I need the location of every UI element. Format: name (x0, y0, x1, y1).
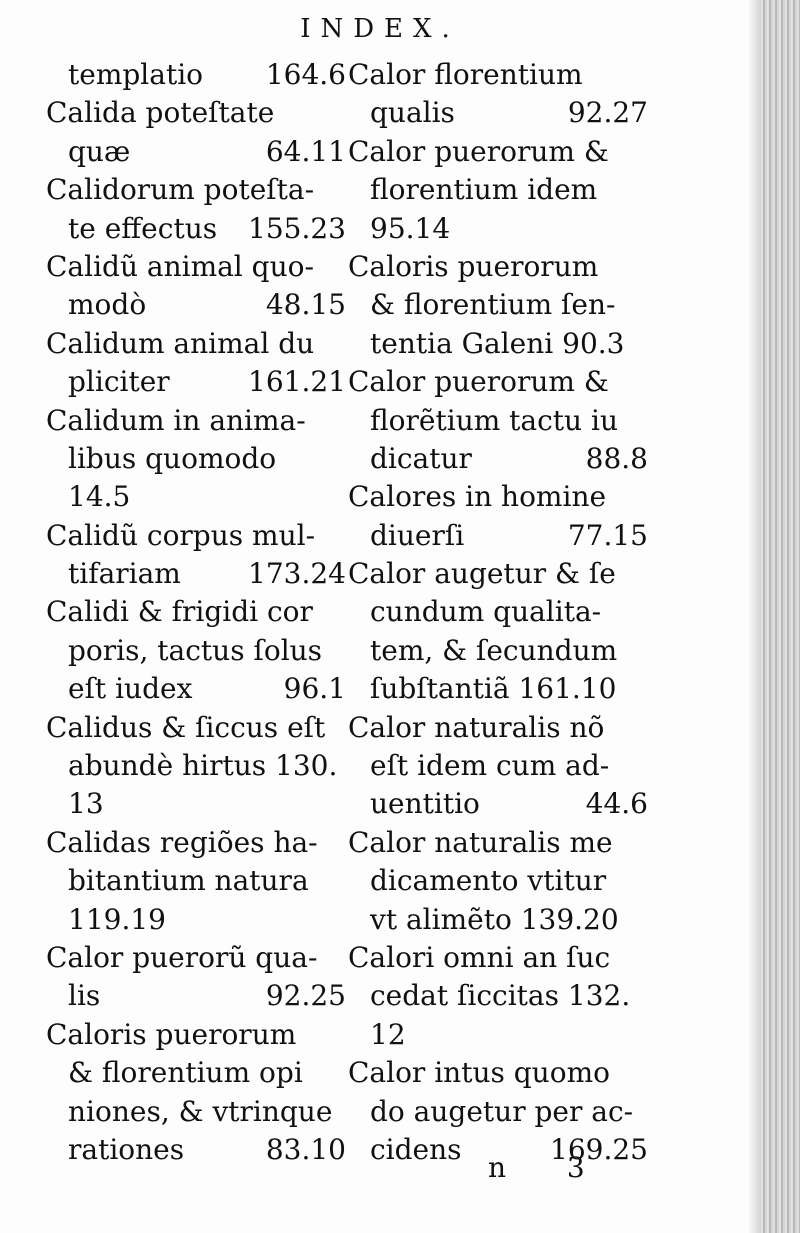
index-entry-text: ſubſtantiã 161.10 (370, 672, 617, 706)
index-entry-text: Caloris puerorum (348, 249, 599, 283)
index-entry-reference: 44.6 (585, 787, 648, 821)
index-entry-text: Calor puerorum & (348, 365, 609, 399)
index-line (46, 94, 346, 132)
index-entry-reference: 164.6 (265, 58, 346, 91)
index-entry-text: Calor intus quomo (348, 1056, 610, 1090)
index-line (46, 939, 346, 977)
index-line (348, 363, 648, 401)
index-entry-text: pliciter (68, 365, 170, 399)
index-line (46, 1093, 346, 1131)
index-line (348, 709, 648, 747)
index-entry-text: qualis (370, 96, 455, 130)
index-entry-reference: 96.1 (283, 672, 346, 706)
index-entry-reference: 173.24 (248, 557, 346, 591)
index-entry-text: eſt idem cum ad- (370, 749, 610, 783)
index-entry-text: Calidum animal du (46, 326, 315, 360)
index-entry-text: 13 (68, 787, 104, 821)
index-line (348, 901, 648, 939)
index-entry-text: Calores in homine (348, 480, 607, 514)
index-line (348, 94, 648, 132)
index-entry-text: Calidas regiões ha- (46, 825, 318, 859)
index-entry-text: florẽtium tactu iu (370, 403, 618, 437)
index-entry-text: 95.14 (370, 211, 451, 245)
index-line (46, 440, 346, 478)
index-line (348, 325, 648, 363)
index-line (46, 402, 346, 440)
index-line (46, 785, 346, 823)
index-line (348, 56, 648, 94)
index-entry-text: vt alimẽto 139.20 (370, 902, 619, 936)
index-line (46, 248, 346, 286)
index-entry-text: florentium idem (370, 173, 598, 207)
index-line (46, 670, 346, 708)
index-line (348, 1054, 648, 1092)
index-line (46, 210, 346, 248)
index-entry-text: 14.5 (68, 480, 131, 514)
index-entry-text: Calidus & ſiccus eſt (46, 710, 326, 744)
index-entry-text: & florentium ſen- (370, 288, 616, 322)
running-head: INDEX. (300, 14, 460, 44)
index-line (46, 363, 346, 401)
index-line (46, 325, 346, 363)
index-line (46, 593, 346, 631)
index-line (46, 862, 346, 900)
index-entry-text: Calidũ corpus mul- (46, 518, 316, 552)
index-entry-text: libus quomodo (68, 441, 277, 475)
index-line (348, 862, 648, 900)
index-entry-text: modò (68, 288, 147, 322)
index-entry-text: cedat ſiccitas 132. (370, 979, 631, 1013)
index-line (348, 939, 648, 977)
index-line (348, 402, 648, 440)
index-entry-text: Calidum in anima- (46, 403, 306, 437)
index-entry-reference: 92.25 (265, 979, 346, 1013)
index-line (46, 478, 346, 516)
index-entry-text: uentitio (370, 787, 480, 821)
index-column-left (46, 56, 346, 1169)
index-entry-text: dicatur (370, 441, 472, 475)
index-line (348, 210, 648, 248)
index-line (46, 1054, 346, 1092)
index-line (348, 133, 648, 171)
page-edge (760, 0, 800, 1233)
index-line (348, 593, 648, 631)
index-line (348, 1016, 648, 1054)
index-line (46, 824, 346, 862)
index-entry-reference: 169.25 (550, 1132, 648, 1166)
index-entry-text: templatio (68, 58, 204, 91)
index-line (46, 517, 346, 555)
index-line (348, 478, 648, 516)
index-entry-text: tentia Galeni 90.3 (370, 326, 625, 360)
index-entry-text: Calidũ animal quo- (46, 249, 314, 283)
index-line (348, 171, 648, 209)
index-line (348, 248, 648, 286)
index-line (46, 632, 346, 670)
index-line (46, 1131, 346, 1169)
index-entry-text: cidens (370, 1132, 462, 1166)
index-entry-text: do augetur per ac- (370, 1094, 634, 1128)
index-line (348, 440, 648, 478)
index-entry-text: cundum qualita- (370, 595, 602, 629)
index-line (348, 785, 648, 823)
index-entry-text: bitantium natura (68, 864, 309, 898)
signature-mark: n 3 (488, 1151, 611, 1184)
index-entry-text: lis (68, 979, 101, 1013)
index-entry-text: rationes (68, 1132, 185, 1166)
index-entry-text: Calor puerorum & (348, 134, 609, 168)
index-entry-text: Calor augetur & ſe (348, 557, 616, 591)
index-entry-text: diuerſi (370, 518, 465, 552)
index-entry-reference: 161.21 (248, 365, 346, 399)
index-entry-reference: 92.27 (567, 96, 648, 130)
index-line (46, 171, 346, 209)
index-line (348, 824, 648, 862)
index-line (46, 1016, 346, 1054)
index-line (348, 517, 648, 555)
index-line (46, 56, 346, 94)
index-entry-text: tifariam (68, 557, 181, 591)
index-entry-text: te effectus (68, 211, 218, 245)
index-entry-text: Calida poteſtate (46, 96, 275, 130)
index-line (46, 901, 346, 939)
index-entry-text: 12 (370, 1017, 406, 1051)
index-line (348, 670, 648, 708)
index-entry-text: eſt iudex (68, 672, 193, 706)
index-line (46, 747, 346, 785)
index-line (46, 555, 346, 593)
index-entry-text: abundè hirtus 130. (68, 749, 338, 783)
index-line (348, 747, 648, 785)
index-line (46, 133, 346, 171)
index-entry-text: quæ (68, 134, 131, 168)
index-entry-reference: 88.8 (585, 441, 648, 475)
index-entry-reference: 83.10 (265, 1132, 346, 1166)
index-line (348, 555, 648, 593)
index-line (46, 977, 346, 1015)
index-entry-text: Calidorum poteſta- (46, 173, 315, 207)
index-entry-text: & florentium opi (68, 1056, 303, 1090)
index-column-right (348, 56, 648, 1169)
index-entry-reference: 155.23 (248, 211, 346, 245)
index-entry-reference: 48.15 (265, 288, 346, 322)
index-line (348, 977, 648, 1015)
index-line (348, 632, 648, 670)
index-entry-text: Caloris puerorum (46, 1017, 297, 1051)
index-entry-text: 119.19 (68, 902, 166, 936)
index-line (348, 286, 648, 324)
index-entry-text: Calori omni an ſuc (348, 940, 611, 974)
index-entry-text: Calidi & frigidi cor (46, 595, 313, 629)
index-line (46, 709, 346, 747)
index-entry-text: Calor naturalis nõ (348, 710, 605, 744)
index-line (348, 1093, 648, 1131)
index-entry-text: Calor puerorũ qua- (46, 940, 318, 974)
index-entry-text: Calor florentium (348, 58, 583, 91)
index-entry-text: dicamento vtitur (370, 864, 607, 898)
index-line (46, 286, 346, 324)
index-entry-text: Calor naturalis me (348, 825, 613, 859)
index-entry-reference: 64.11 (265, 134, 346, 168)
index-entry-text: poris, tactus ſolus (68, 633, 323, 667)
index-entry-reference: 77.15 (567, 518, 648, 552)
index-entry-text: tem, & ſecundum (370, 633, 618, 667)
index-entry-text: niones, & vtrinque (68, 1094, 333, 1128)
